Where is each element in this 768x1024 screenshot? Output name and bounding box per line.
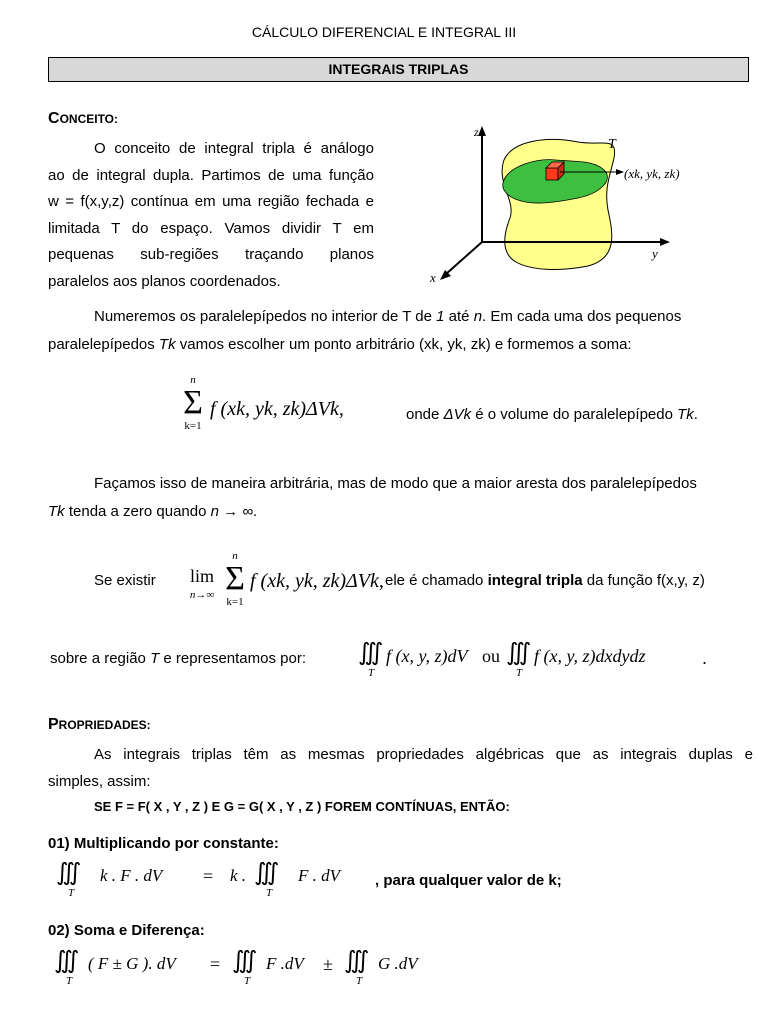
conceito-line-1: O conceito de integral tripla é análogo: [94, 140, 374, 157]
regiao-text-a: sobre a região: [50, 650, 151, 667]
prop01-integral-sign-rhs: ∭: [254, 860, 274, 886]
prop02-integral-t1: [232, 946, 251, 987]
integral-expr-1: f (x, y, z)dV: [386, 646, 468, 666]
topic-title-bar: INTEGRAIS TRIPLAS: [48, 57, 749, 82]
propriedades-condition: SE F = F( X , Y , Z ) E G = G( X , Y , Z ) FOREM CONTÍNUAS, ENTÃO:: [94, 799, 510, 814]
prop01-integral-rhs: [254, 858, 273, 899]
conceito-line-5: pequenas sub-regiões traçando planos: [48, 246, 374, 264]
prop01-equals: =: [203, 866, 214, 886]
propriedades-heading: [48, 716, 151, 734]
triple-integral-sign-1: ∭: [358, 640, 378, 666]
lim-block: [186, 566, 218, 601]
lim-description: [385, 572, 705, 589]
region-t-label: T: [608, 137, 616, 152]
prop01-sub-rhs: T: [266, 887, 273, 899]
x-label: x: [430, 270, 436, 285]
prop01-integral-lhs: [56, 858, 75, 899]
triple-integral-sign-2: ∭: [506, 640, 526, 666]
prop02-sub-t2: T: [356, 975, 363, 987]
sum-body: f (xk, yk, zk)ΔVk,: [210, 398, 344, 420]
prop02-sub-t1: T: [244, 975, 251, 987]
conceito-heading-initial: C: [48, 110, 60, 127]
lim-sum-lower: k=1: [226, 596, 244, 608]
onde-tk: Tk: [677, 406, 694, 423]
onde-dv: ΔVk: [443, 406, 472, 423]
prop01-integral-sign-lhs: ∭: [56, 860, 76, 886]
triple-integral-2: [506, 638, 525, 679]
prop01-title: 01) Multiplicando por constante:: [48, 835, 279, 852]
prop01-rhs-expr: F . dV: [298, 866, 341, 885]
x-axis: [446, 242, 482, 274]
prop02-title: 02) Soma e Diferença:: [48, 922, 205, 939]
triple-integral-sub-2: T: [516, 667, 523, 679]
sum-sigma: Σ: [183, 384, 203, 421]
triple-integral-1: [358, 638, 377, 679]
z-label: z: [474, 125, 479, 139]
prop02-lhs-expr: ( F ± G ). dV: [88, 954, 176, 973]
prop02-sub-lhs: T: [66, 975, 73, 987]
lim-sum-upper: n: [232, 550, 238, 562]
conceito-line-6: paralelos aos planos coordenados.: [48, 272, 281, 290]
sum-upper: n: [190, 374, 196, 386]
onde-text-b: é o volume do paralelepípedo: [471, 406, 678, 423]
ou-text: ou: [482, 646, 500, 666]
propriedades-line-2: simples, assim:: [48, 773, 151, 790]
prop02-integral-sign-lhs: ∭: [54, 948, 74, 974]
z-arrowhead: [478, 126, 486, 136]
sum-onde-note: [406, 406, 698, 423]
facamos-paragraph: [48, 470, 753, 526]
prop01-sub-lhs: T: [68, 887, 75, 899]
prop02-plusminus: ±: [323, 954, 333, 974]
conceito-line-2: ao de integral dupla. Partimos de uma função: [48, 166, 374, 184]
numeremos-text-d: paralelepípedos: [48, 336, 159, 353]
y-arrowhead: [660, 238, 670, 246]
prop01-rhs-k: k .: [230, 866, 247, 885]
conceito-heading: [48, 110, 118, 128]
numeremos-one: 1: [436, 308, 445, 325]
region-figure: [418, 118, 718, 290]
facamos-tk: Tk: [48, 503, 65, 520]
lim-sigma-block: [220, 550, 250, 608]
point-label: (xk, yk, zk): [624, 166, 680, 181]
numeremos-n: n: [473, 308, 483, 325]
numeremos-text-b: até: [444, 308, 474, 325]
numeremos-line-1: [48, 303, 753, 331]
triple-integral-sub-1: T: [368, 667, 375, 679]
prop02-integral-sign-t2: ∭: [344, 948, 364, 974]
region-t-shape: [502, 139, 615, 269]
lim-text: lim: [189, 566, 214, 586]
conceito-line-3: w = f(x,y,z) contínua em uma região fechada e: [48, 193, 374, 211]
lim-text-a: ele é chamado: [385, 572, 488, 589]
prop01-note: , para qualquer valor de k;: [375, 872, 562, 889]
regiao-end-period: .: [702, 648, 708, 668]
conceito-heading-rest: ONCEITO:: [59, 112, 119, 126]
integral-expr-2: f (x, y, z)dxdydz: [534, 646, 646, 666]
propriedades-heading-initial: P: [48, 716, 59, 733]
se-existir-label: Se existir: [94, 572, 156, 589]
facamos-text-b: .: [253, 503, 258, 520]
regiao-text-b: e representamos por:: [159, 650, 306, 667]
regiao-text: [50, 650, 306, 667]
facamos-text-a: tenda a zero quando: [64, 503, 211, 520]
conceito-paragraph: [48, 136, 374, 296]
lim-body: f (xk, yk, zk)ΔVk,: [250, 570, 384, 592]
lim-sub: n→∞: [189, 589, 215, 601]
numeremos-text-e: vamos escolher um ponto arbitrário (xk, yk, zk) e formemos a soma:: [175, 336, 632, 353]
onde-text-c: .: [693, 406, 698, 423]
sum-lower: k=1: [184, 420, 202, 432]
facamos-line-2: [48, 498, 753, 526]
propriedades-paragraph: [48, 741, 753, 795]
prop01-lhs-expr: k . F . dV: [100, 866, 163, 885]
onde-text-a: onde: [406, 406, 444, 423]
propriedades-heading-rest: ROPRIEDADES:: [58, 718, 151, 732]
point-arrowhead: [616, 169, 624, 175]
prop02-t2-expr: G .dV: [378, 954, 418, 973]
course-title: CÁLCULO DIFERENCIAL E INTEGRAL III: [251, 24, 517, 40]
numeremos-text-a: Numeremos os paralelepípedos no interior de T de: [94, 308, 437, 325]
numeremos-line-2: [48, 331, 753, 359]
numeremos-tk: Tk: [158, 336, 176, 353]
prop02-t1-expr: F .dV: [266, 954, 304, 973]
numeremos-text-c: . Em cada uma dos pequenos: [482, 308, 682, 325]
y-label: y: [652, 246, 658, 261]
facamos-math: n → ∞: [210, 503, 253, 520]
prop02-integral-t2: [344, 946, 363, 987]
prop02-integral-sign-t1: ∭: [232, 948, 252, 974]
lim-text-b: da função f(x,y, z): [582, 572, 705, 589]
lim-sigma: Σ: [225, 560, 245, 597]
regiao-T: T: [150, 650, 160, 667]
facamos-line-1: Façamos isso de maneira arbitrária, mas de modo que a maior aresta dos paralelepípedos: [94, 475, 697, 492]
lim-bold: integral tripla: [487, 572, 583, 589]
numeremos-paragraph: [48, 303, 753, 359]
sum-sigma-block: [178, 374, 208, 432]
propriedades-line-1: As integrais triplas têm as mesmas propriedades algébricas que as integrais duplas e: [94, 746, 753, 763]
prop02-equals: =: [210, 954, 221, 974]
prop02-integral-lhs: [54, 946, 73, 987]
conceito-line-4: limitada T do espaço. Vamos dividir T em: [48, 219, 374, 237]
